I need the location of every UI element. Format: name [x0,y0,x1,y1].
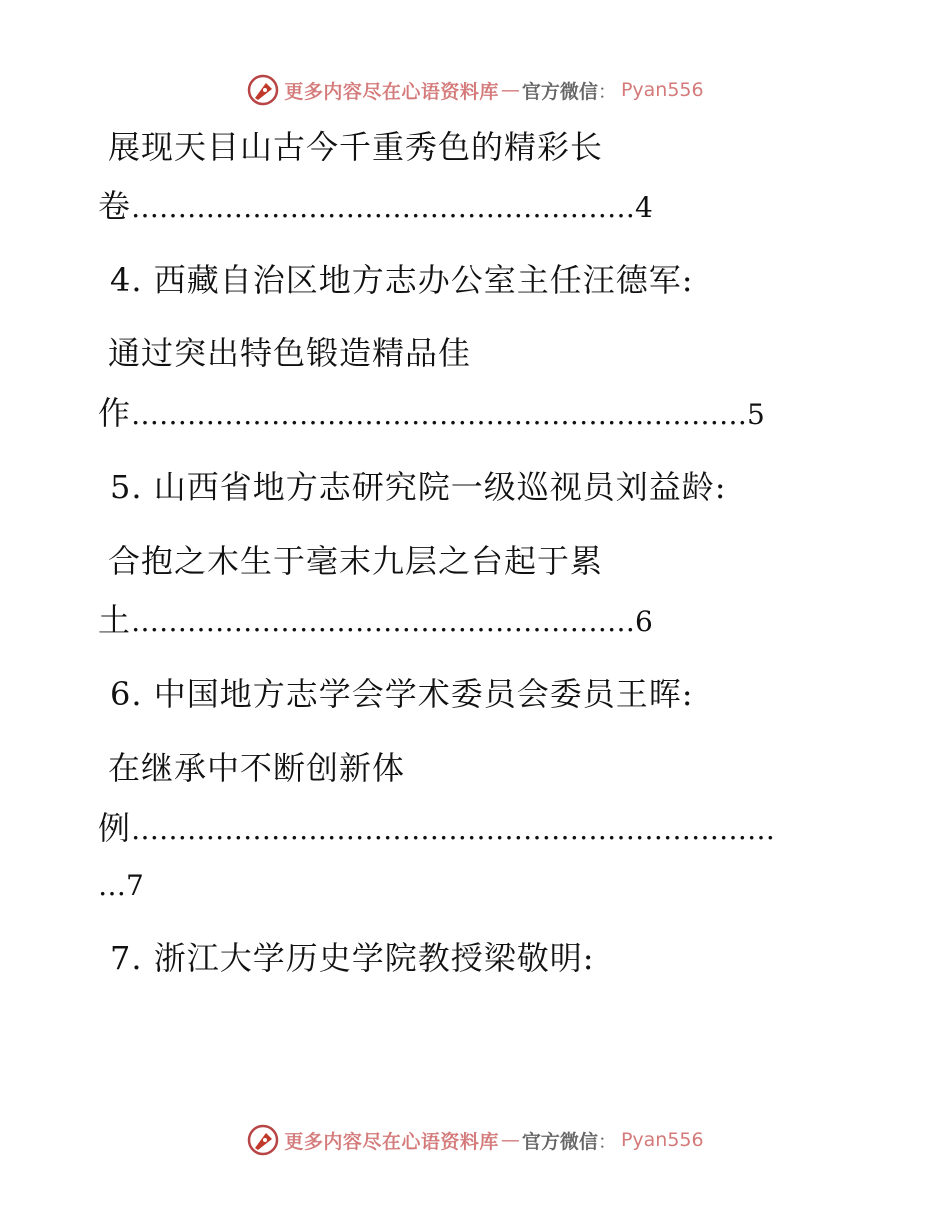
toc-entry-5-subtitle: 合抱之木生于毫末九层之台起于累 [108,542,604,580]
toc-entry-3-subtitle: 展现天目山古今千重秀色的精彩长 [108,128,604,166]
toc-entry-4-title: 4. 西藏自治区地方志办公室主任汪德军: [110,261,694,299]
toc-entry-5-title: 5. 山西省地方志研究院一级巡视员刘益龄: [110,468,727,506]
pen-nib-logo-icon [246,73,280,107]
watermark-site-text: 更多内容尽在心语资料库 [284,1130,499,1153]
pen-nib-logo-icon [246,1123,280,1157]
page-number: 5 [747,398,766,431]
watermark-wechat-id: Pyan556 [620,79,704,101]
dot-leader: ……………………………………………… [131,191,636,224]
page-number: 6 [635,605,654,638]
dot-leader: … [98,869,126,902]
toc-entry-6-last-char: 例 [98,809,132,847]
page-number: 7 [126,869,145,902]
watermark-wechat-id: Pyan556 [620,1129,704,1151]
toc-entry-6-subtitle: 在继承中不断创新体 [108,749,406,787]
toc-entry-4-last-char: 作 [98,394,132,432]
toc-entry-4-subtitle: 通过突出特色锻造精品佳 [108,334,472,372]
toc-entry-6-leader-wrap [98,864,145,906]
dot-leader: ………………………………………………………… [131,398,748,431]
toc-entry-4-leader [98,393,766,435]
watermark-colon: ： [597,80,617,103]
toc-entry-6-leader [98,808,775,850]
toc-entry-7-title: 7. 浙江大学历史学院教授梁敬明: [110,939,595,977]
dot-leader: …………………………………………………………… [131,813,776,846]
page-number: 4 [635,191,654,224]
toc-entry-3-leader [98,186,654,228]
toc-entry-3-last-char: 卷 [98,187,132,225]
watermark-official: 官方微信 [521,80,598,103]
watermark-colon: ： [597,1130,617,1153]
watermark-banner-top [0,72,950,108]
toc-entry-5-leader [98,600,654,642]
watermark-official: 官方微信 [521,1130,598,1153]
watermark-site-text: 更多内容尽在心语资料库 [284,80,499,103]
toc-entry-5-last-char: 土 [98,601,132,639]
dot-leader: ……………………………………………… [131,605,636,638]
watermark-dash: — [500,1129,520,1151]
watermark-dash: — [500,79,520,101]
watermark-banner-bottom [0,1122,950,1158]
toc-entry-6-title: 6. 中国地方志学会学术委员会委员王晖: [110,675,694,713]
